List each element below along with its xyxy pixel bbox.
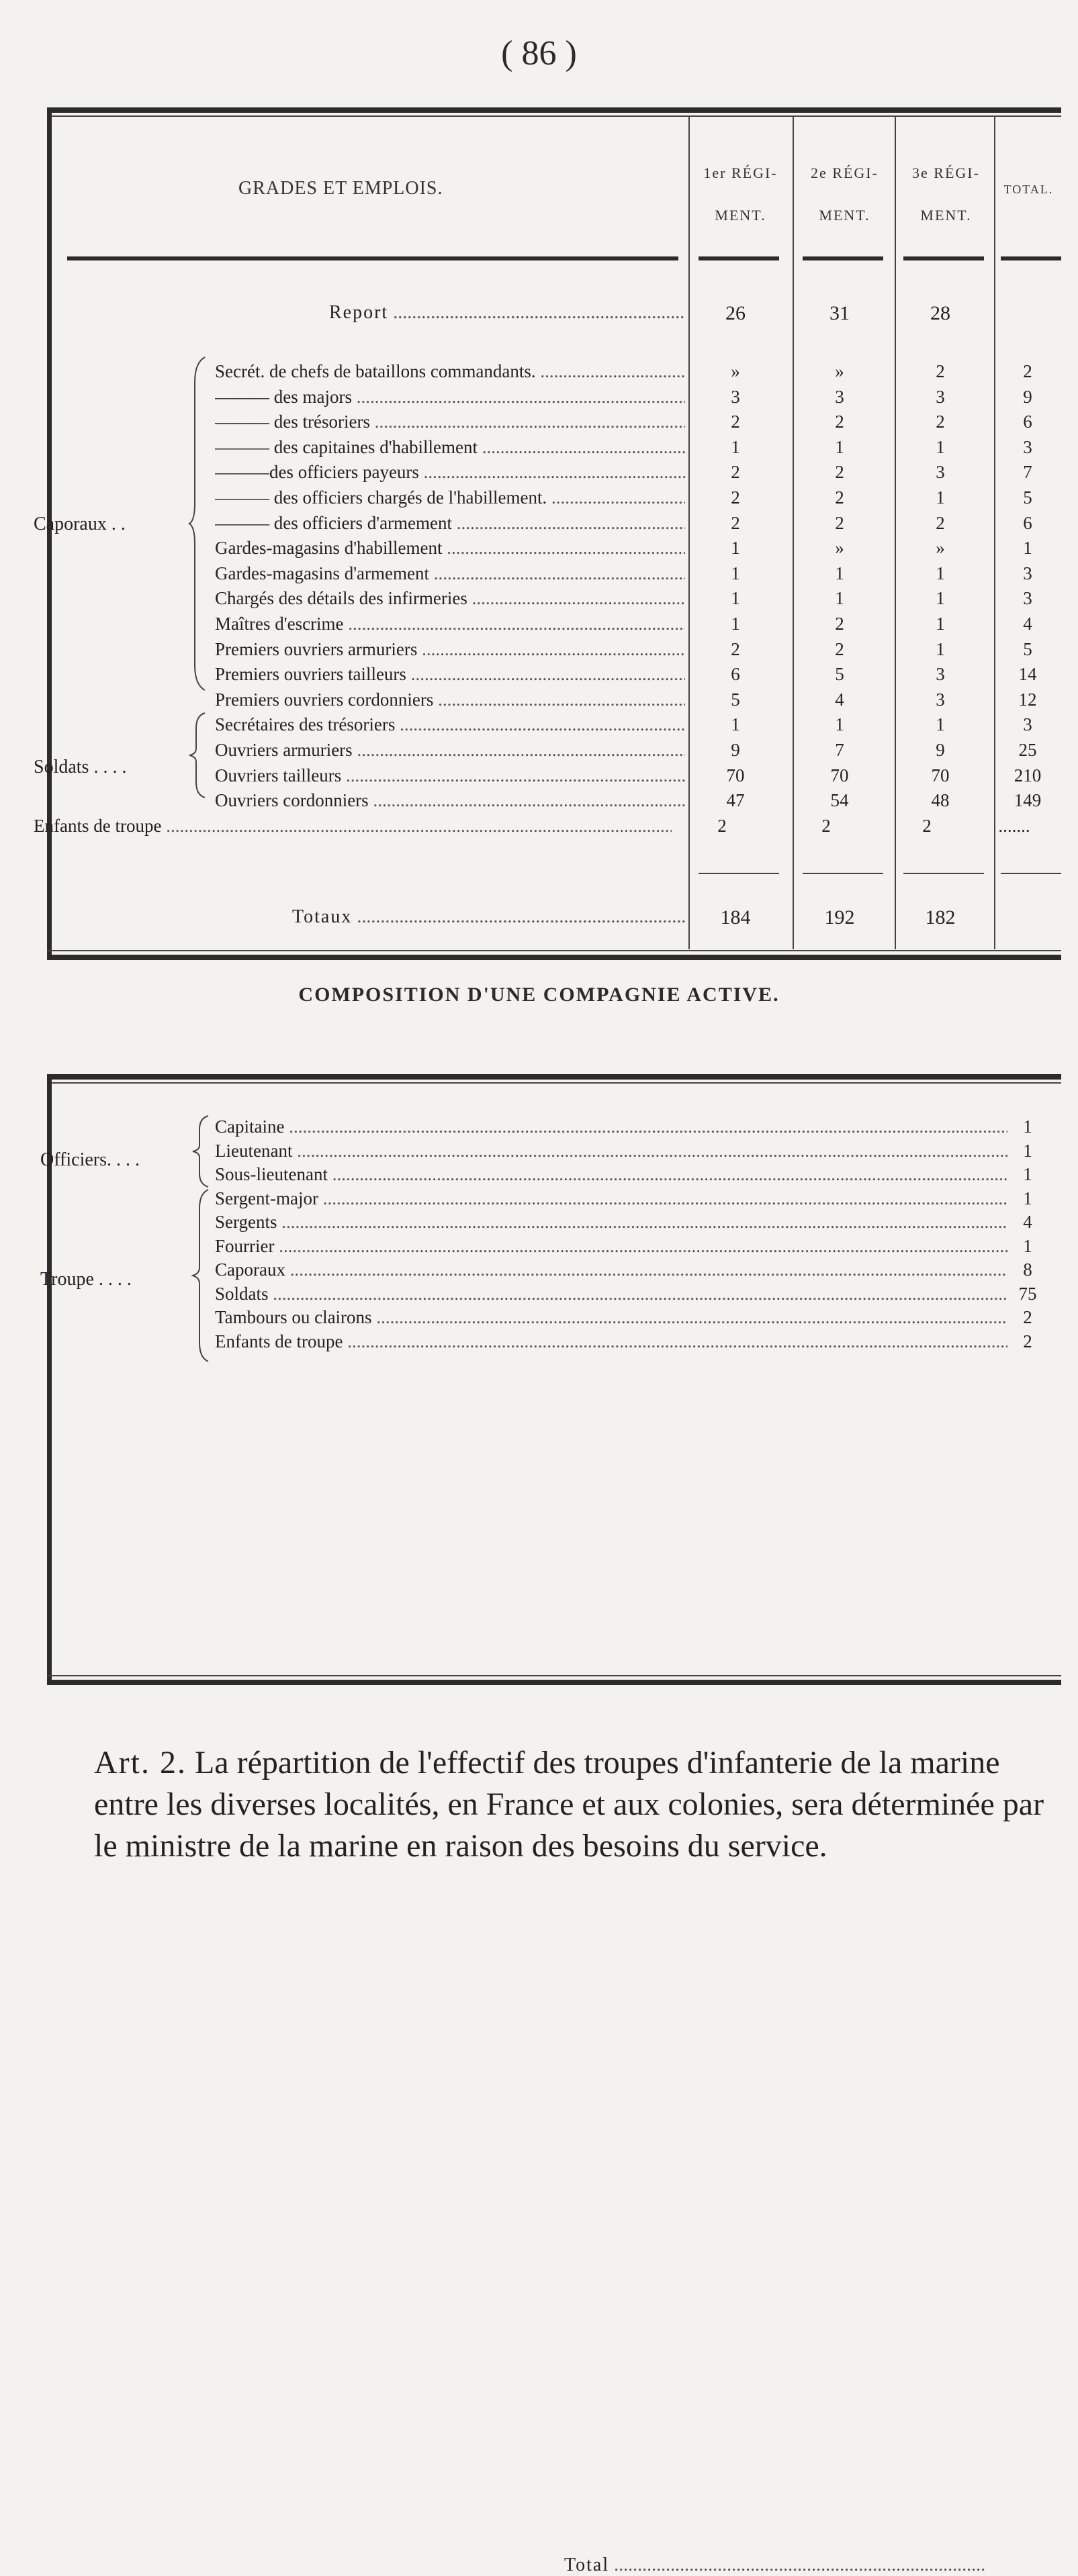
composition-row-value: 1 — [1023, 1164, 1032, 1184]
row-col1: 2 — [731, 512, 740, 533]
row-col2: 2 — [835, 512, 844, 533]
row-col2: 4 — [835, 689, 844, 710]
row-total: 7 — [1023, 462, 1032, 483]
row-col3: 1 — [936, 487, 945, 508]
effectif-row — [47, 437, 1061, 457]
row-col1: 2 — [717, 815, 727, 836]
row-col2: » — [835, 361, 844, 381]
effectif-table — [34, 107, 1061, 960]
effectif-row — [47, 387, 1061, 407]
effectif-row — [47, 513, 1061, 533]
group-troupe: Troupe . . . . — [40, 1269, 132, 1290]
row-col1: 2 — [731, 412, 740, 432]
row-total: 6 — [1023, 412, 1032, 432]
row-col1: 1 — [731, 538, 740, 559]
composition-row-label: Sous-lieutenant ..... — [215, 1163, 1007, 1185]
row-col1: 6 — [731, 664, 740, 685]
composition-row-value: 1 — [1023, 1116, 1032, 1137]
row-col3: 1 — [936, 614, 945, 634]
row-col2: 2 — [821, 815, 831, 836]
header-col3-line1: 3e RÉGI- — [912, 164, 980, 181]
row-label: Premiers ouvriers armuriers ..... — [215, 639, 685, 659]
composition-row-label: Caporaux ..... — [215, 1259, 1007, 1280]
composition-row-label: Sergent-major ..... — [215, 1188, 1007, 1209]
row-total: 5 — [1023, 487, 1032, 508]
effectif-row — [47, 765, 1061, 785]
row-col3: 70 — [931, 765, 950, 785]
row-col3: 1 — [936, 563, 945, 583]
header-col2-line2: MENT. — [819, 207, 870, 224]
row-total: 1 — [1023, 538, 1032, 559]
header-total: TOTAL. — [1003, 183, 1054, 196]
row-label: Maîtres d'escrime ..... — [215, 614, 685, 634]
row-col1: 2 — [731, 638, 740, 659]
row-col1: 2 — [731, 462, 740, 483]
effectif-row — [47, 790, 1061, 810]
row-total: 6 — [1023, 512, 1032, 533]
row-col1: 1 — [731, 714, 740, 735]
group-caporaux: Caporaux . . — [34, 514, 126, 534]
report-col1: 26 — [725, 302, 746, 324]
composition-row-value: 4 — [1023, 1212, 1032, 1232]
composition-row-label: Tambours ou clairons ..... — [215, 1306, 1007, 1328]
composition-row-label: Lieutenant ..... — [215, 1140, 1007, 1161]
row-col2: 2 — [835, 638, 844, 659]
effectif-row — [47, 714, 1061, 734]
row-col2: 1 — [835, 436, 844, 457]
row-total: 4 — [1023, 614, 1032, 634]
row-col1: 3 — [731, 386, 740, 407]
effectif-row — [47, 412, 1061, 432]
composition-row-label: Capitaine ..... — [215, 1116, 1007, 1137]
effectif-row — [47, 462, 1061, 482]
composition-row-label: Fourrier ..... — [215, 1235, 1007, 1257]
row-total: 2 — [1023, 361, 1032, 381]
effectif-row — [47, 740, 1061, 760]
group-soldats: Soldats . . . . — [34, 757, 127, 777]
composition-row-value: 2 — [1023, 1307, 1032, 1327]
row-label: Gardes-magasins d'habillement ..... — [215, 538, 685, 558]
row-total: 12 — [1018, 689, 1037, 710]
row-total: 5 — [1023, 638, 1032, 659]
row-col3: 2 — [922, 815, 932, 836]
row-col2: 2 — [835, 412, 844, 432]
page-number: ( 86 ) — [501, 34, 577, 73]
header-grades: GRADES ET EMPLOIS. — [238, 178, 443, 199]
report-col2: 31 — [829, 302, 850, 324]
composition-row-label: Soldats ..... — [215, 1283, 1007, 1304]
header-col1-line2: MENT. — [715, 207, 766, 224]
row-col3: 2 — [936, 512, 945, 533]
row-col2: 5 — [835, 664, 844, 685]
row-col1: » — [731, 361, 740, 381]
composition-title: COMPOSITION D'UNE COMPAGNIE ACTIVE. — [298, 984, 780, 1006]
row-col3: 1 — [936, 588, 945, 609]
row-col1: 1 — [731, 563, 740, 583]
row-total: 9 — [1023, 386, 1032, 407]
effectif-row — [47, 689, 1061, 710]
row-label: Chargés des détails des infirmeries ..... — [215, 588, 685, 608]
row-label: ——— des trésoriers ..... — [215, 412, 685, 432]
row-col3: 3 — [936, 462, 945, 483]
row-col3: 48 — [931, 790, 950, 811]
report-col3: 28 — [930, 302, 950, 324]
effectif-row — [34, 816, 1048, 836]
row-total: ....... — [998, 815, 1030, 836]
composition-row — [47, 1235, 1061, 1257]
row-col2: 1 — [835, 588, 844, 609]
effectif-row — [47, 639, 1061, 659]
composition-row-value: 75 — [1018, 1283, 1037, 1304]
composition-row-label: Sergents ..... — [215, 1211, 1007, 1233]
row-label: Premiers ouvriers cordonniers ..... — [215, 689, 685, 710]
group-officiers: Officiers. . . . — [40, 1149, 140, 1170]
row-col1: 5 — [731, 689, 740, 710]
row-label: ——— des officiers d'armement ..... — [215, 513, 685, 533]
composition-row-value: 1 — [1023, 1235, 1032, 1256]
row-col1: 9 — [731, 740, 740, 760]
row-col1: 47 — [726, 790, 745, 811]
row-col2: 54 — [830, 790, 849, 811]
totals-col3: 182 — [925, 906, 956, 928]
composition-row-value: 1 — [1023, 1140, 1032, 1161]
row-label: Ouvriers armuriers ..... — [215, 740, 685, 760]
row-col2: 7 — [835, 740, 844, 760]
report-label: Report ..... — [329, 302, 685, 324]
row-col3: 2 — [936, 361, 945, 381]
row-col2: 70 — [830, 765, 849, 785]
row-label: Secrétaires des trésoriers ..... — [215, 714, 685, 734]
row-col3: 3 — [936, 386, 945, 407]
article-number: Art. 2. — [94, 1745, 187, 1780]
row-col2: » — [835, 538, 844, 559]
effectif-row — [47, 614, 1061, 634]
header-col1-line1: 1er RÉGI- — [703, 164, 778, 181]
row-label: ——— des officiers chargés de l'habillement. ..... — [215, 487, 685, 508]
row-label: ——— des capitaines d'habillement ..... — [215, 437, 685, 457]
composition-row — [47, 1306, 1061, 1328]
composition-row — [47, 1116, 1061, 1137]
composition-row — [47, 1163, 1061, 1185]
row-label: ———des officiers payeurs ..... — [215, 462, 685, 482]
row-col2: 2 — [835, 487, 844, 508]
row-col1: 1 — [731, 436, 740, 457]
row-col2: 1 — [835, 714, 844, 735]
composition-row-label: Enfants de troupe ..... — [215, 1331, 1007, 1352]
row-total: 149 — [1014, 790, 1042, 811]
row-total: 25 — [1018, 740, 1037, 760]
row-col3: » — [936, 538, 945, 559]
composition-row — [47, 1283, 1061, 1304]
effectif-row — [47, 588, 1061, 608]
row-total: 3 — [1023, 714, 1032, 735]
header-col2-line1: 2e RÉGI- — [811, 164, 879, 181]
totals-col2: 192 — [824, 906, 855, 928]
row-col3: 1 — [936, 436, 945, 457]
row-label: Ouvriers cordonniers ..... — [215, 790, 685, 810]
effectif-row — [47, 563, 1061, 583]
row-col3: 1 — [936, 714, 945, 735]
row-total: 3 — [1023, 588, 1032, 609]
row-total: 3 — [1023, 563, 1032, 583]
row-col2: 2 — [835, 614, 844, 634]
row-total: 14 — [1018, 664, 1037, 685]
row-label: Ouvriers tailleurs ..... — [215, 765, 685, 785]
composition-row — [47, 1211, 1061, 1233]
row-col3: 3 — [936, 689, 945, 710]
article-paragraph — [94, 1742, 1061, 1867]
row-label: Gardes-magasins d'armement ..... — [215, 563, 685, 583]
effectif-row — [47, 361, 1061, 381]
totals-label: Totaux ..... — [292, 906, 685, 928]
row-label: ——— des majors ..... — [215, 387, 685, 407]
row-label: Secrét. de chefs de bataillons commandants. ..... — [215, 361, 685, 381]
article-text: La répartition de l'effectif des troupes d'infanterie de la marine entre les diverses localités, en France et aux colonies, sera déterminée par le ministre de la marine en raison des besoins du service. — [94, 1745, 1044, 1864]
row-col1: 70 — [726, 765, 745, 785]
row-col2: 2 — [835, 462, 844, 483]
composition-row — [47, 1259, 1061, 1280]
composition-row-value: 1 — [1023, 1188, 1032, 1208]
row-label: Premiers ouvriers tailleurs ..... — [215, 664, 685, 684]
row-col1: 2 — [731, 487, 740, 508]
header-col3-line2: MENT. — [920, 207, 972, 224]
effectif-row — [47, 487, 1061, 508]
composition-row — [47, 1331, 1061, 1352]
row-col3: 9 — [936, 740, 945, 760]
row-label: Enfants de troupe ..... — [34, 816, 672, 836]
composition-row — [47, 1188, 1061, 1209]
effectif-row — [47, 538, 1061, 558]
row-col3: 2 — [936, 412, 945, 432]
composition-row — [47, 1140, 1061, 1161]
row-col1: 1 — [731, 614, 740, 634]
row-total: 210 — [1014, 765, 1042, 785]
row-col2: 3 — [835, 386, 844, 407]
row-col2: 1 — [835, 563, 844, 583]
effectif-row — [47, 664, 1061, 684]
composition-total-label: Total ..... — [564, 2555, 1007, 2576]
composition-row-value: 2 — [1023, 1331, 1032, 1351]
row-col3: 1 — [936, 638, 945, 659]
row-col1: 1 — [731, 588, 740, 609]
totals-col1: 184 — [720, 906, 751, 928]
row-total: 3 — [1023, 436, 1032, 457]
composition-row-value: 8 — [1023, 1259, 1032, 1280]
row-col3: 3 — [936, 664, 945, 685]
